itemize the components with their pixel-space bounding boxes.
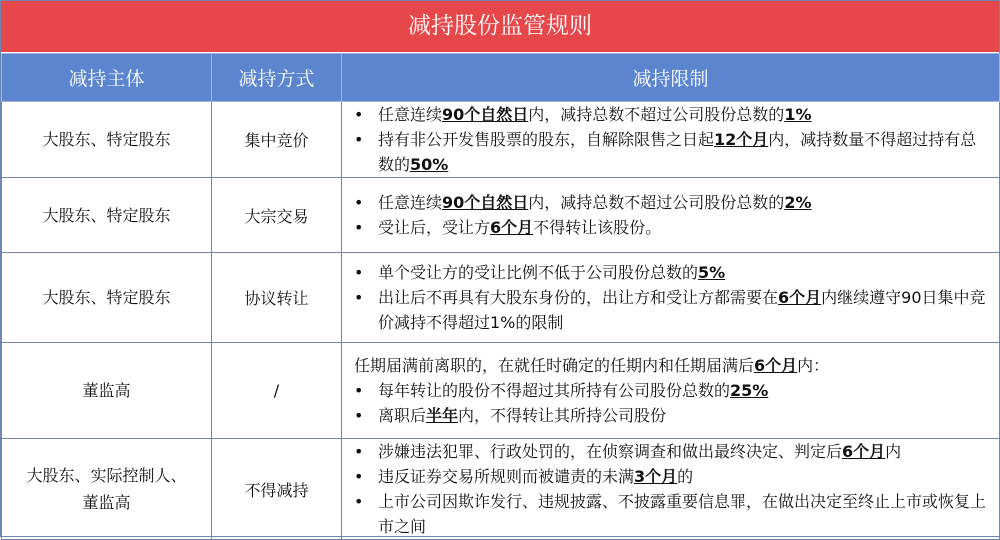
limits-intro (350, 353, 991, 378)
list-item (350, 403, 991, 428)
emphasis-text: 50% (410, 155, 449, 174)
emphasis-text: 25% (730, 381, 769, 400)
emphasis-text: 90个自然日 (442, 193, 529, 212)
list-item (350, 190, 991, 215)
cell-method: / (212, 343, 342, 439)
text-segment: 内，减持数量不得超过持有总数的 (378, 130, 977, 174)
subject-line: 大股东、特定股东 (42, 205, 171, 225)
list-item (350, 378, 991, 403)
text-segment: 单个受让方的受让比例不低于公司股份总数的 (378, 263, 699, 282)
subject-line: 大股东、特定股东 (42, 288, 171, 307)
emphasis-text: 半年 (426, 406, 459, 425)
header-method: 减持方式 (212, 54, 342, 102)
cell-limits (342, 102, 1000, 178)
emphasis-text: 2% (784, 193, 812, 212)
cell-method: 不得减持 (212, 439, 342, 540)
text-segment: 上市公司因欺诈发行、违规披露、不披露重要信息罪，在做出决定至终止上市或恢复上市之间 (378, 492, 987, 536)
table-row (2, 439, 1000, 540)
table-row (2, 253, 1000, 343)
subject-line: 大股东、实际控制人、 (26, 466, 187, 485)
cell-method: 协议转让 (212, 253, 342, 343)
cell-subject (2, 102, 212, 178)
header-subject: 减持主体 (2, 54, 212, 102)
text-segment: 内，减持总数不超过公司股份总数的 (528, 105, 785, 124)
cell-subject (2, 178, 212, 253)
subject-line: 董监高 (82, 381, 131, 400)
emphasis-text: 6个月 (842, 442, 886, 461)
text-segment: 内： (797, 356, 830, 375)
text-segment: 离职后 (378, 406, 427, 425)
text-segment: 违反证券交易所规则而被谴责的未满 (378, 467, 635, 486)
subject-line: 大股东、特定股东 (42, 130, 171, 149)
limits-list (350, 260, 991, 335)
text-segment: 任期届满前离职的，在就任时确定的任期内和任期届满后 (354, 356, 755, 375)
emphasis-text: 6个月 (490, 218, 534, 237)
emphasis-text: 6个月 (778, 288, 822, 307)
text-segment: 内，不得转让其所持公司股份 (458, 406, 667, 425)
cell-limits (342, 253, 1000, 343)
limits-list (350, 439, 991, 539)
regulation-table (1, 53, 1000, 540)
cell-limits (342, 343, 1000, 439)
limits-list (350, 190, 991, 240)
text-segment: 的 (677, 467, 694, 486)
cell-subject (2, 439, 212, 540)
limits-list (350, 378, 991, 428)
list-item (350, 285, 991, 335)
text-segment: 任意连续 (378, 193, 443, 212)
cell-subject (2, 343, 212, 439)
text-segment: 内，减持总数不超过公司股份总数的 (528, 193, 785, 212)
list-item (350, 439, 991, 464)
cell-limits (342, 178, 1000, 253)
emphasis-text: 3个月 (634, 467, 678, 486)
list-item (350, 464, 991, 489)
cell-method: 大宗交易 (212, 178, 342, 253)
cell-subject (2, 253, 212, 343)
list-item (350, 260, 991, 285)
text-segment: 任意连续 (378, 105, 443, 124)
header-limits: 减持限制 (342, 54, 1000, 102)
text-segment: 内继续遵守90日集中竞价减持不得超过1%的限制 (378, 288, 986, 332)
text-segment: 内 (885, 442, 902, 461)
table-row (2, 102, 1000, 178)
table-title: 减持股份监管规则 (1, 1, 999, 53)
list-item (350, 215, 991, 240)
subject-line: 董监高 (82, 493, 131, 512)
table-row (2, 178, 1000, 253)
emphasis-text: 6个月 (754, 356, 798, 375)
limits-list (350, 102, 991, 177)
header-row (2, 54, 1000, 102)
emphasis-text: 90个自然日 (442, 105, 529, 124)
cell-method: 集中竞价 (212, 102, 342, 178)
emphasis-text: 1% (784, 105, 812, 124)
cell-limits (342, 439, 1000, 540)
emphasis-text: 5% (698, 263, 726, 282)
text-segment: 出让后不再具有大股东身份的，出让方和受让方都需要在 (378, 288, 779, 307)
list-item (350, 102, 991, 127)
table-row (2, 343, 1000, 439)
emphasis-text: 12个月 (714, 130, 769, 149)
text-segment: 不得转让该股份。 (533, 218, 662, 237)
text-segment: 每年转让的股份不得超过其所持有公司股份总数的 (378, 381, 731, 400)
text-segment: 受让后，受让方 (378, 218, 491, 237)
list-item (350, 127, 991, 177)
table-body (2, 102, 1000, 540)
text-segment: 涉嫌违法犯罪、行政处罚的，在侦察调查和做出最终决定、判定后 (378, 442, 843, 461)
text-segment: 持有非公开发售股票的股东，自解除限售之日起 (378, 130, 715, 149)
list-item (350, 489, 991, 539)
